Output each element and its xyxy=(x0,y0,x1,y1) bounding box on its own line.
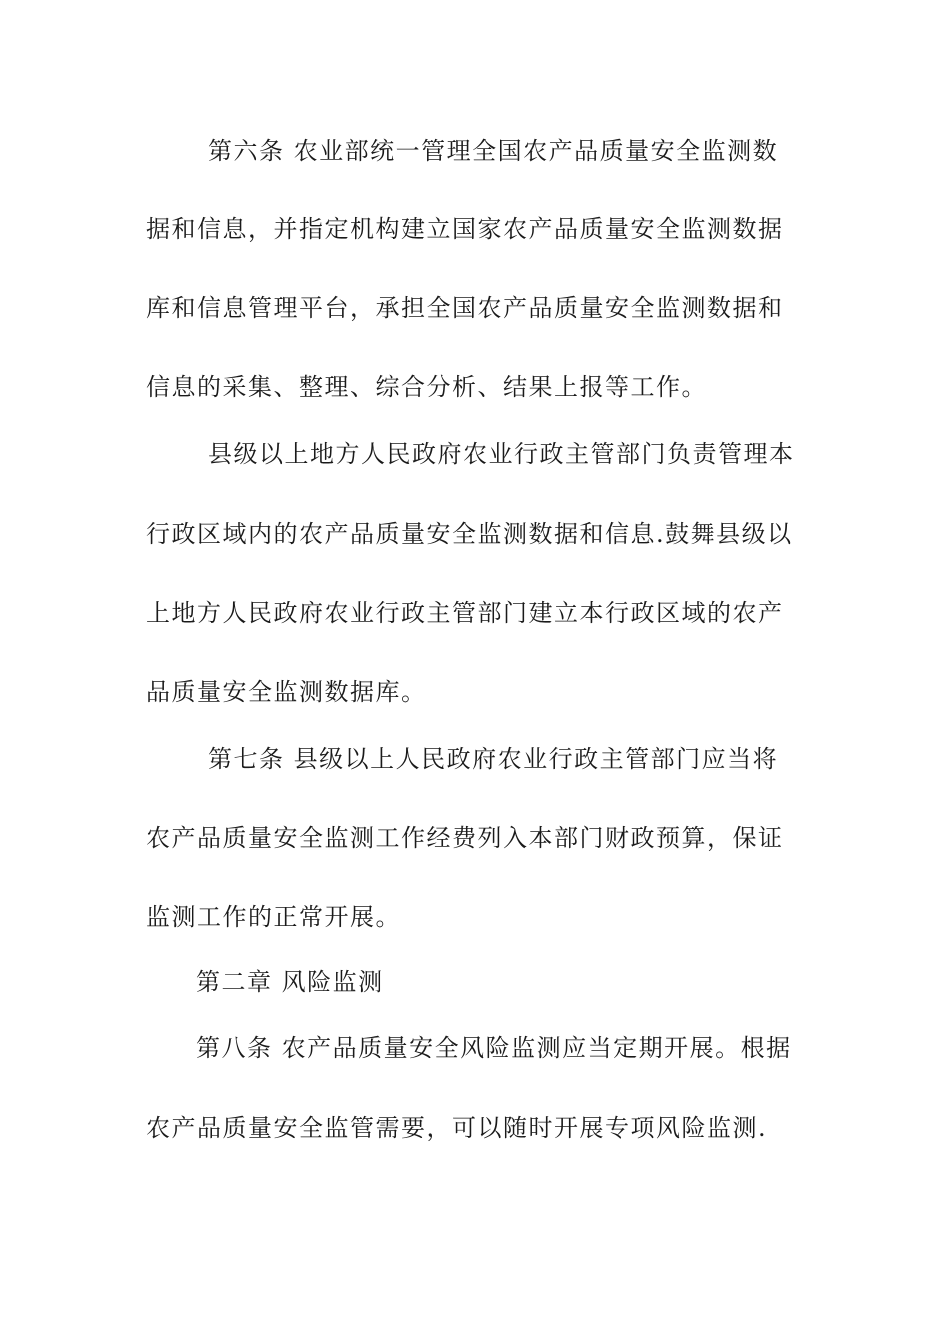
text-line-article-6-start: 第六条 农业部统一管理全国农产品质量安全监测数 xyxy=(208,137,779,165)
text-line: 农产品质量安全监管需要，可以随时开展专项风险监测. xyxy=(146,1114,768,1142)
text-line: 上地方人民政府农业行政主管部门建立本行政区域的农产 xyxy=(146,599,784,627)
text-line-article-7-start: 第七条 县级以上人民政府农业行政主管部门应当将 xyxy=(208,745,779,773)
text-line: 农产品质量安全监测工作经费列入本部门财政预算，保证 xyxy=(146,824,784,852)
text-line: 信息的采集、整理、综合分析、结果上报等工作。 xyxy=(146,373,707,401)
chapter-heading: 第二章 风险监测 xyxy=(196,968,384,996)
text-line-article-8-start: 第八条 农产品质量安全风险监测应当定期开展。根据 xyxy=(196,1034,792,1062)
text-line: 品质量安全监测数据库。 xyxy=(146,678,427,706)
text-line: 行政区域内的农产品质量安全监测数据和信息.鼓舞县级以 xyxy=(146,520,793,548)
text-line: 库和信息管理平台，承担全国农产品质量安全监测数据和 xyxy=(146,294,784,322)
text-line-paragraph-start: 县级以上地方人民政府农业行政主管部门负责管理本 xyxy=(208,440,795,468)
text-line: 据和信息，并指定机构建立国家农产品质量安全监测数据 xyxy=(146,215,784,243)
text-line: 监测工作的正常开展。 xyxy=(146,903,401,931)
